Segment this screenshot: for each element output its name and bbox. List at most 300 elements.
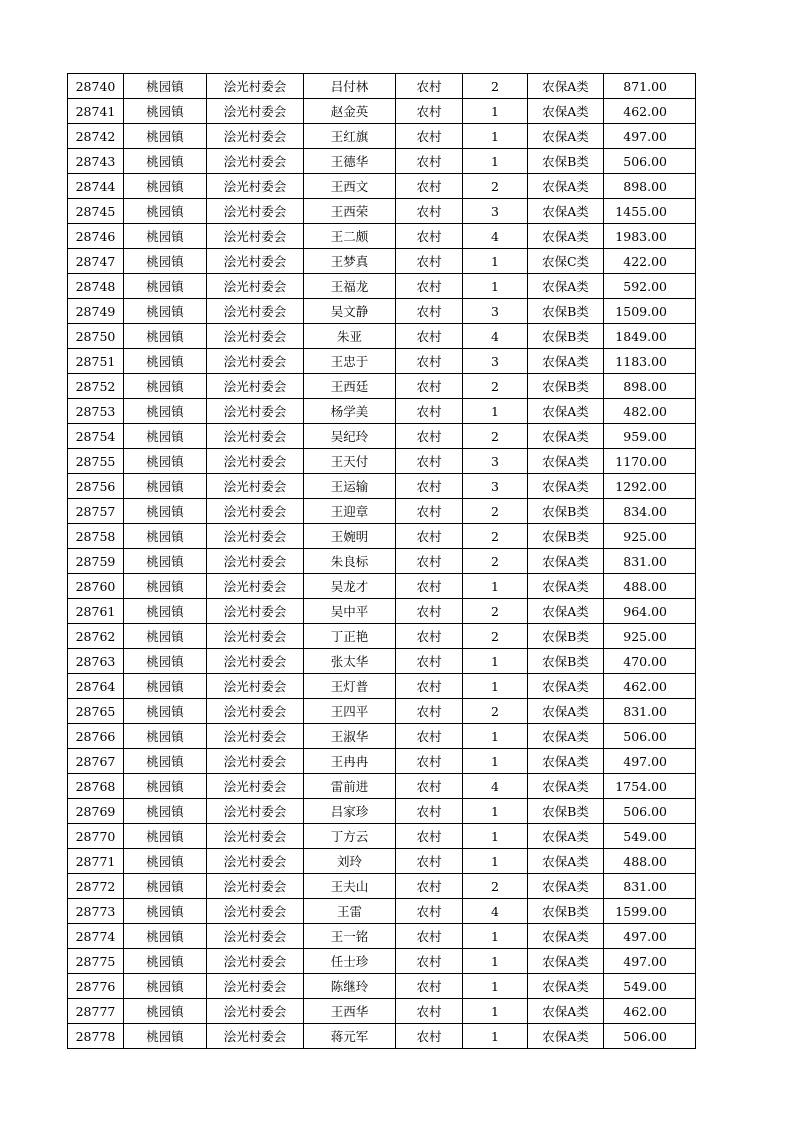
category-cell: 农保A类 <box>528 674 604 699</box>
name-cell: 王天付 <box>304 449 396 474</box>
village-committee-cell: 浍光村委会 <box>207 1024 304 1049</box>
serial-number-cell: 28741 <box>68 99 124 124</box>
household-count-cell: 1 <box>463 274 528 299</box>
name-cell: 王忠于 <box>304 349 396 374</box>
village-committee-cell: 浍光村委会 <box>207 624 304 649</box>
category-cell: 农保B类 <box>528 524 604 549</box>
serial-number-cell: 28745 <box>68 199 124 224</box>
town-cell: 桃园镇 <box>124 324 207 349</box>
serial-number-cell: 28765 <box>68 699 124 724</box>
table-row <box>68 899 696 924</box>
town-cell: 桃园镇 <box>124 874 207 899</box>
name-cell: 蒋元军 <box>304 1024 396 1049</box>
table-row <box>68 949 696 974</box>
category-cell: 农保C类 <box>528 249 604 274</box>
serial-number-cell: 28750 <box>68 324 124 349</box>
category-cell: 农保B类 <box>528 799 604 824</box>
household-count-cell: 3 <box>463 449 528 474</box>
category-cell: 农保A类 <box>528 549 604 574</box>
household-count-cell: 1 <box>463 999 528 1024</box>
household-count-cell: 2 <box>463 374 528 399</box>
household-count-cell: 1 <box>463 574 528 599</box>
town-cell: 桃园镇 <box>124 149 207 174</box>
table-row <box>68 349 696 374</box>
category-cell: 农保B类 <box>528 649 604 674</box>
name-cell: 杨学美 <box>304 399 396 424</box>
name-cell: 王梦真 <box>304 249 396 274</box>
household-count-cell: 3 <box>463 474 528 499</box>
town-cell: 桃园镇 <box>124 574 207 599</box>
name-cell: 张太华 <box>304 649 396 674</box>
table-row <box>68 874 696 899</box>
serial-number-cell: 28744 <box>68 174 124 199</box>
area-type-cell: 农村 <box>396 424 463 449</box>
name-cell: 王夫山 <box>304 874 396 899</box>
serial-number-cell: 28778 <box>68 1024 124 1049</box>
household-count-cell: 4 <box>463 324 528 349</box>
serial-number-cell: 28773 <box>68 899 124 924</box>
name-cell: 吴中平 <box>304 599 396 624</box>
area-type-cell: 农村 <box>396 499 463 524</box>
town-cell: 桃园镇 <box>124 274 207 299</box>
amount-cell: 1183.00 <box>604 349 696 374</box>
amount-cell: 831.00 <box>604 549 696 574</box>
amount-cell: 964.00 <box>604 599 696 624</box>
household-count-cell: 4 <box>463 899 528 924</box>
area-type-cell: 农村 <box>396 799 463 824</box>
amount-cell: 1754.00 <box>604 774 696 799</box>
village-committee-cell: 浍光村委会 <box>207 99 304 124</box>
amount-cell: 470.00 <box>604 649 696 674</box>
village-committee-cell: 浍光村委会 <box>207 949 304 974</box>
household-count-cell: 3 <box>463 199 528 224</box>
household-count-cell: 1 <box>463 824 528 849</box>
area-type-cell: 农村 <box>396 99 463 124</box>
table-row <box>68 299 696 324</box>
category-cell: 农保A类 <box>528 424 604 449</box>
town-cell: 桃园镇 <box>124 999 207 1024</box>
household-count-cell: 1 <box>463 124 528 149</box>
household-count-cell: 1 <box>463 924 528 949</box>
table-row <box>68 599 696 624</box>
town-cell: 桃园镇 <box>124 949 207 974</box>
household-count-cell: 2 <box>463 424 528 449</box>
area-type-cell: 农村 <box>396 949 463 974</box>
amount-cell: 506.00 <box>604 1024 696 1049</box>
amount-cell: 898.00 <box>604 374 696 399</box>
area-type-cell: 农村 <box>396 874 463 899</box>
serial-number-cell: 28742 <box>68 124 124 149</box>
category-cell: 农保A类 <box>528 274 604 299</box>
household-count-cell: 2 <box>463 699 528 724</box>
amount-cell: 497.00 <box>604 749 696 774</box>
household-count-cell: 2 <box>463 524 528 549</box>
town-cell: 桃园镇 <box>124 424 207 449</box>
household-count-cell: 1 <box>463 99 528 124</box>
table-row <box>68 174 696 199</box>
household-count-cell: 4 <box>463 774 528 799</box>
town-cell: 桃园镇 <box>124 524 207 549</box>
name-cell: 吕家珍 <box>304 799 396 824</box>
serial-number-cell: 28764 <box>68 674 124 699</box>
area-type-cell: 农村 <box>396 174 463 199</box>
household-count-cell: 1 <box>463 949 528 974</box>
table-row <box>68 224 696 249</box>
area-type-cell: 农村 <box>396 274 463 299</box>
household-count-cell: 2 <box>463 599 528 624</box>
serial-number-cell: 28761 <box>68 599 124 624</box>
household-count-cell: 1 <box>463 799 528 824</box>
town-cell: 桃园镇 <box>124 649 207 674</box>
name-cell: 赵金英 <box>304 99 396 124</box>
name-cell: 雷前进 <box>304 774 396 799</box>
town-cell: 桃园镇 <box>124 924 207 949</box>
household-count-cell: 1 <box>463 974 528 999</box>
town-cell: 桃园镇 <box>124 749 207 774</box>
village-committee-cell: 浍光村委会 <box>207 174 304 199</box>
table-row <box>68 424 696 449</box>
record-table <box>67 73 696 1049</box>
area-type-cell: 农村 <box>396 599 463 624</box>
name-cell: 吕付林 <box>304 74 396 99</box>
serial-number-cell: 28767 <box>68 749 124 774</box>
town-cell: 桃园镇 <box>124 899 207 924</box>
table-row <box>68 324 696 349</box>
serial-number-cell: 28752 <box>68 374 124 399</box>
town-cell: 桃园镇 <box>124 449 207 474</box>
household-count-cell: 1 <box>463 1024 528 1049</box>
area-type-cell: 农村 <box>396 199 463 224</box>
table-row <box>68 474 696 499</box>
category-cell: 农保A类 <box>528 949 604 974</box>
household-count-cell: 1 <box>463 149 528 174</box>
serial-number-cell: 28760 <box>68 574 124 599</box>
area-type-cell: 农村 <box>396 399 463 424</box>
name-cell: 吴纪玲 <box>304 424 396 449</box>
table-row <box>68 749 696 774</box>
amount-cell: 462.00 <box>604 999 696 1024</box>
table-row <box>68 549 696 574</box>
household-count-cell: 2 <box>463 74 528 99</box>
amount-cell: 462.00 <box>604 99 696 124</box>
village-committee-cell: 浍光村委会 <box>207 699 304 724</box>
serial-number-cell: 28757 <box>68 499 124 524</box>
town-cell: 桃园镇 <box>124 174 207 199</box>
town-cell: 桃园镇 <box>124 699 207 724</box>
area-type-cell: 农村 <box>396 224 463 249</box>
amount-cell: 1455.00 <box>604 199 696 224</box>
category-cell: 农保A类 <box>528 174 604 199</box>
table-row <box>68 774 696 799</box>
amount-cell: 925.00 <box>604 524 696 549</box>
serial-number-cell: 28776 <box>68 974 124 999</box>
category-cell: 农保B类 <box>528 899 604 924</box>
serial-number-cell: 28763 <box>68 649 124 674</box>
table-row <box>68 124 696 149</box>
amount-cell: 497.00 <box>604 124 696 149</box>
serial-number-cell: 28740 <box>68 74 124 99</box>
name-cell: 朱良标 <box>304 549 396 574</box>
amount-cell: 1292.00 <box>604 474 696 499</box>
category-cell: 农保A类 <box>528 999 604 1024</box>
amount-cell: 1170.00 <box>604 449 696 474</box>
name-cell: 王婉明 <box>304 524 396 549</box>
category-cell: 农保B类 <box>528 299 604 324</box>
area-type-cell: 农村 <box>396 349 463 374</box>
village-committee-cell: 浍光村委会 <box>207 999 304 1024</box>
village-committee-cell: 浍光村委会 <box>207 299 304 324</box>
amount-cell: 831.00 <box>604 699 696 724</box>
amount-cell: 1849.00 <box>604 324 696 349</box>
name-cell: 丁正艳 <box>304 624 396 649</box>
name-cell: 王冉冉 <box>304 749 396 774</box>
name-cell: 王淑华 <box>304 724 396 749</box>
amount-cell: 1509.00 <box>604 299 696 324</box>
table-row <box>68 849 696 874</box>
village-committee-cell: 浍光村委会 <box>207 649 304 674</box>
household-count-cell: 3 <box>463 299 528 324</box>
village-committee-cell: 浍光村委会 <box>207 799 304 824</box>
town-cell: 桃园镇 <box>124 849 207 874</box>
village-committee-cell: 浍光村委会 <box>207 724 304 749</box>
table-row <box>68 449 696 474</box>
name-cell: 吴文静 <box>304 299 396 324</box>
village-committee-cell: 浍光村委会 <box>207 424 304 449</box>
table-body <box>68 74 696 1049</box>
household-count-cell: 1 <box>463 724 528 749</box>
category-cell: 农保A类 <box>528 474 604 499</box>
area-type-cell: 农村 <box>396 324 463 349</box>
area-type-cell: 农村 <box>396 899 463 924</box>
amount-cell: 506.00 <box>604 724 696 749</box>
table-row <box>68 149 696 174</box>
amount-cell: 592.00 <box>604 274 696 299</box>
household-count-cell: 3 <box>463 349 528 374</box>
serial-number-cell: 28775 <box>68 949 124 974</box>
category-cell: 农保B类 <box>528 324 604 349</box>
area-type-cell: 农村 <box>396 974 463 999</box>
category-cell: 农保A类 <box>528 774 604 799</box>
area-type-cell: 农村 <box>396 824 463 849</box>
town-cell: 桃园镇 <box>124 374 207 399</box>
table-row <box>68 824 696 849</box>
category-cell: 农保A类 <box>528 849 604 874</box>
household-count-cell: 4 <box>463 224 528 249</box>
amount-cell: 462.00 <box>604 674 696 699</box>
village-committee-cell: 浍光村委会 <box>207 774 304 799</box>
town-cell: 桃园镇 <box>124 724 207 749</box>
town-cell: 桃园镇 <box>124 499 207 524</box>
area-type-cell: 农村 <box>396 649 463 674</box>
name-cell: 刘玲 <box>304 849 396 874</box>
village-committee-cell: 浍光村委会 <box>207 599 304 624</box>
area-type-cell: 农村 <box>396 574 463 599</box>
serial-number-cell: 28770 <box>68 824 124 849</box>
serial-number-cell: 28755 <box>68 449 124 474</box>
table-row <box>68 499 696 524</box>
category-cell: 农保A类 <box>528 574 604 599</box>
name-cell: 王运输 <box>304 474 396 499</box>
serial-number-cell: 28748 <box>68 274 124 299</box>
town-cell: 桃园镇 <box>124 1024 207 1049</box>
category-cell: 农保B类 <box>528 624 604 649</box>
table-row <box>68 74 696 99</box>
household-count-cell: 2 <box>463 624 528 649</box>
name-cell: 王福龙 <box>304 274 396 299</box>
household-count-cell: 1 <box>463 249 528 274</box>
town-cell: 桃园镇 <box>124 99 207 124</box>
category-cell: 农保A类 <box>528 199 604 224</box>
village-committee-cell: 浍光村委会 <box>207 124 304 149</box>
name-cell: 王西廷 <box>304 374 396 399</box>
area-type-cell: 农村 <box>396 1024 463 1049</box>
category-cell: 农保A类 <box>528 1024 604 1049</box>
area-type-cell: 农村 <box>396 724 463 749</box>
area-type-cell: 农村 <box>396 249 463 274</box>
name-cell: 王西华 <box>304 999 396 1024</box>
amount-cell: 422.00 <box>604 249 696 274</box>
area-type-cell: 农村 <box>396 374 463 399</box>
amount-cell: 497.00 <box>604 949 696 974</box>
town-cell: 桃园镇 <box>124 599 207 624</box>
table-row <box>68 699 696 724</box>
amount-cell: 482.00 <box>604 399 696 424</box>
amount-cell: 898.00 <box>604 174 696 199</box>
table-row <box>68 574 696 599</box>
village-committee-cell: 浍光村委会 <box>207 874 304 899</box>
serial-number-cell: 28756 <box>68 474 124 499</box>
town-cell: 桃园镇 <box>124 399 207 424</box>
area-type-cell: 农村 <box>396 524 463 549</box>
name-cell: 任士珍 <box>304 949 396 974</box>
amount-cell: 506.00 <box>604 149 696 174</box>
name-cell: 丁方云 <box>304 824 396 849</box>
serial-number-cell: 28746 <box>68 224 124 249</box>
village-committee-cell: 浍光村委会 <box>207 324 304 349</box>
serial-number-cell: 28769 <box>68 799 124 824</box>
village-committee-cell: 浍光村委会 <box>207 149 304 174</box>
area-type-cell: 农村 <box>396 999 463 1024</box>
serial-number-cell: 28762 <box>68 624 124 649</box>
table-row <box>68 274 696 299</box>
amount-cell: 506.00 <box>604 799 696 824</box>
table-row <box>68 524 696 549</box>
table-row <box>68 199 696 224</box>
household-count-cell: 1 <box>463 399 528 424</box>
category-cell: 农保A类 <box>528 349 604 374</box>
village-committee-cell: 浍光村委会 <box>207 674 304 699</box>
category-cell: 农保A类 <box>528 449 604 474</box>
category-cell: 农保A类 <box>528 99 604 124</box>
village-committee-cell: 浍光村委会 <box>207 924 304 949</box>
table-row <box>68 974 696 999</box>
town-cell: 桃园镇 <box>124 774 207 799</box>
town-cell: 桃园镇 <box>124 249 207 274</box>
amount-cell: 488.00 <box>604 574 696 599</box>
name-cell: 吴龙才 <box>304 574 396 599</box>
table-row <box>68 249 696 274</box>
area-type-cell: 农村 <box>396 449 463 474</box>
village-committee-cell: 浍光村委会 <box>207 249 304 274</box>
area-type-cell: 农村 <box>396 299 463 324</box>
amount-cell: 1983.00 <box>604 224 696 249</box>
village-committee-cell: 浍光村委会 <box>207 824 304 849</box>
category-cell: 农保B类 <box>528 499 604 524</box>
table-row <box>68 674 696 699</box>
category-cell: 农保A类 <box>528 124 604 149</box>
area-type-cell: 农村 <box>396 474 463 499</box>
town-cell: 桃园镇 <box>124 474 207 499</box>
household-count-cell: 1 <box>463 849 528 874</box>
village-committee-cell: 浍光村委会 <box>207 524 304 549</box>
table-row <box>68 649 696 674</box>
town-cell: 桃园镇 <box>124 349 207 374</box>
category-cell: 农保B类 <box>528 149 604 174</box>
serial-number-cell: 28771 <box>68 849 124 874</box>
category-cell: 农保A类 <box>528 874 604 899</box>
town-cell: 桃园镇 <box>124 974 207 999</box>
household-count-cell: 1 <box>463 649 528 674</box>
category-cell: 农保A类 <box>528 399 604 424</box>
village-committee-cell: 浍光村委会 <box>207 574 304 599</box>
amount-cell: 925.00 <box>604 624 696 649</box>
name-cell: 王二颇 <box>304 224 396 249</box>
area-type-cell: 农村 <box>396 749 463 774</box>
area-type-cell: 农村 <box>396 149 463 174</box>
name-cell: 王四平 <box>304 699 396 724</box>
village-committee-cell: 浍光村委会 <box>207 449 304 474</box>
town-cell: 桃园镇 <box>124 624 207 649</box>
category-cell: 农保A类 <box>528 924 604 949</box>
serial-number-cell: 28749 <box>68 299 124 324</box>
area-type-cell: 农村 <box>396 674 463 699</box>
area-type-cell: 农村 <box>396 74 463 99</box>
village-committee-cell: 浍光村委会 <box>207 274 304 299</box>
category-cell: 农保A类 <box>528 224 604 249</box>
amount-cell: 497.00 <box>604 924 696 949</box>
serial-number-cell: 28754 <box>68 424 124 449</box>
village-committee-cell: 浍光村委会 <box>207 349 304 374</box>
serial-number-cell: 28747 <box>68 249 124 274</box>
name-cell: 王雷 <box>304 899 396 924</box>
amount-cell: 871.00 <box>604 74 696 99</box>
town-cell: 桃园镇 <box>124 799 207 824</box>
town-cell: 桃园镇 <box>124 824 207 849</box>
village-committee-cell: 浍光村委会 <box>207 224 304 249</box>
area-type-cell: 农村 <box>396 774 463 799</box>
town-cell: 桃园镇 <box>124 549 207 574</box>
household-count-cell: 2 <box>463 874 528 899</box>
village-committee-cell: 浍光村委会 <box>207 474 304 499</box>
town-cell: 桃园镇 <box>124 224 207 249</box>
household-count-cell: 2 <box>463 549 528 574</box>
amount-cell: 834.00 <box>604 499 696 524</box>
table-row <box>68 724 696 749</box>
village-committee-cell: 浍光村委会 <box>207 749 304 774</box>
village-committee-cell: 浍光村委会 <box>207 199 304 224</box>
name-cell: 王西文 <box>304 174 396 199</box>
category-cell: 农保A类 <box>528 74 604 99</box>
household-count-cell: 1 <box>463 749 528 774</box>
town-cell: 桃园镇 <box>124 74 207 99</box>
serial-number-cell: 28777 <box>68 999 124 1024</box>
name-cell: 王灯普 <box>304 674 396 699</box>
village-committee-cell: 浍光村委会 <box>207 849 304 874</box>
serial-number-cell: 28766 <box>68 724 124 749</box>
household-count-cell: 2 <box>463 499 528 524</box>
household-count-cell: 2 <box>463 174 528 199</box>
area-type-cell: 农村 <box>396 699 463 724</box>
